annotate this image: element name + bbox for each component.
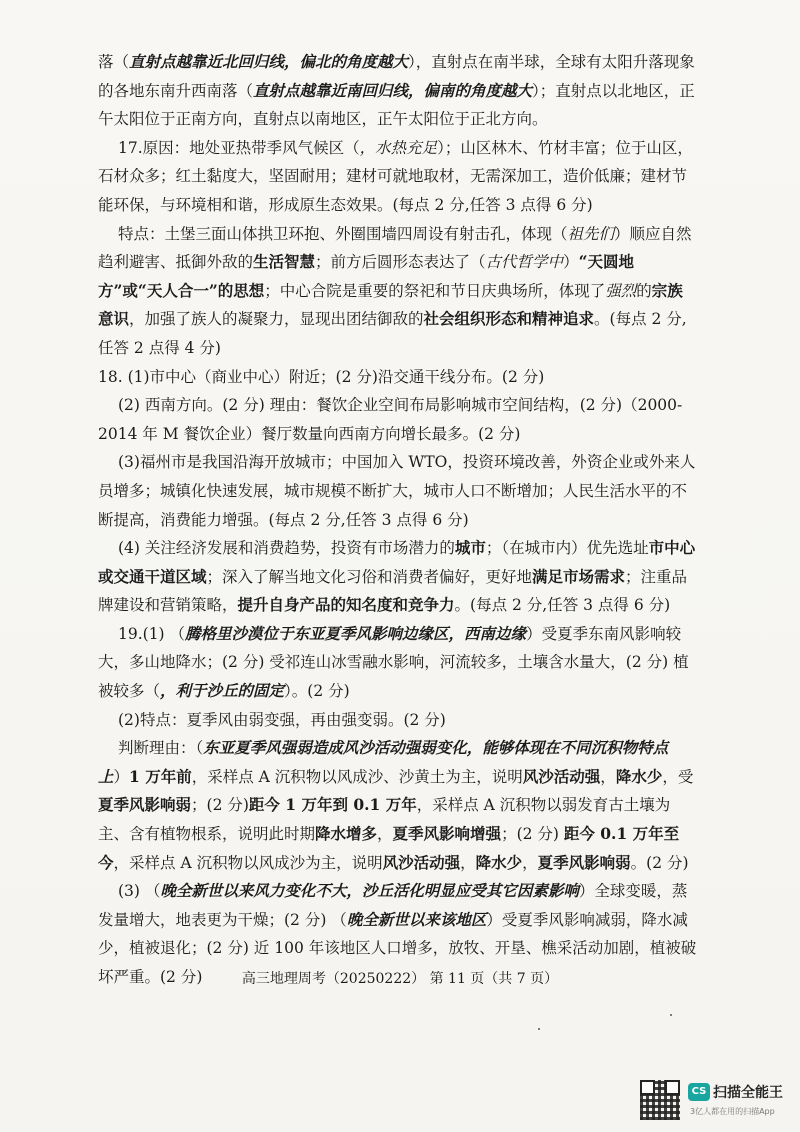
text-run: ， [460,853,476,872]
text-run: ，水热充足 [359,138,438,157]
answer-paragraph [98,48,698,134]
text-run: 距今 1 万年到 0.1 万年 [248,795,417,815]
text-run: 祖先们 [567,224,615,243]
text-run: “天圆地方”或“天人合一”的思想 [98,252,634,300]
text-run: ， [377,825,393,844]
text-run: ）。(2 分) [284,682,350,701]
text-run: 满足市场需求 [532,566,626,586]
text-run: ， [522,853,538,872]
text-run: 判断理由：（ [118,739,204,758]
text-run: (2)特点：夏季风由弱变强，再由强变弱。(2 分) [118,710,446,729]
answer-text-body [98,48,698,992]
text-run: ；深入了解当地文化习俗和消费者偏好，更好地 [206,567,533,586]
text-run: ）受夏季风影响减弱，降水减少，植被退化；(2 分) 近 100 年该地区人口增多，放牧、开垦、樵采活动加剧，植被破坏严重。(2 分) [98,910,697,986]
text-run: (2) 西南方向。(2 分) 理由：餐饮企业空间布局影响城市空间结构，(2 分)（2000-2014 年 M 餐饮企业）餐厅数量向西南方向增长最多。(2 分) [98,396,683,443]
text-run: 直射点越靠近南回归线，偏南的角度越大 [253,80,533,100]
text-run: ，加强了族人的凝聚力，显现出团结御敌的 [129,310,424,329]
text-run: ） [563,253,579,272]
answer-paragraph [98,363,698,392]
text-run: ，采样点 A 沉积物以弱发育古土壤为主、含有植物根系，说明此时期 [98,796,671,844]
text-run: 降水增多 [315,824,378,844]
text-run: 17.原因：地处亚热带季风气候区（ [118,138,360,157]
text-run: 宗族意识 [98,280,683,329]
answer-paragraph [98,134,698,220]
text-run: 。(每点 2 分,任答 2 点得 4 分) [98,310,687,357]
scan-speck [538,1028,540,1030]
text-run: 降水少 [475,852,523,872]
text-run: 风沙活动强 [522,766,601,786]
text-run: (4) 关注经济发展和消费趋势，投资有市场潜力的 [118,539,455,558]
answer-paragraph [98,448,698,534]
text-run: ；注重品牌建设和营销策略， [98,567,688,615]
scanner-app-tagline: 3亿人都在用的扫描App [690,1107,775,1116]
text-run: 风沙活动强 [382,852,461,872]
text-run: 东亚夏季风强弱造成风沙活动强弱变化，能够体现在不同沉积物特点上 [98,738,669,786]
text-run: 18. (1)市中心（商业中心）附近；(2 分)沿交通干线分布。(2 分) [98,367,545,386]
text-run: 落（ [98,53,130,71]
text-run: ） [113,767,130,786]
text-run: ）顺应自然趋利避害、抵御外敌的 [98,224,692,272]
text-run: 生活智慧 [253,252,316,272]
text-run: ）；山区林木、竹材丰富；位于山区，石材众多；红土黏度大，坚固耐用；建材可就地取材，无需深加工，造价低廉；建材节能环保，与环境相和谐，形成原生态效果。(每点 2 分,任答 3 点得 6 分) [98,138,693,214]
text-run: 夏季风影响增强 [392,824,502,844]
answer-paragraph [98,391,698,448]
text-run: 降水少 [615,766,663,786]
text-run: ；(2 分) [191,796,249,815]
text-run: 社会组织形态和精神追求 [423,309,595,329]
text-run: (3) （ [118,882,161,901]
answer-paragraph [98,706,698,735]
page-footer: 高三地理周考（20250222） 第 11 页（共 7 页） [241,971,559,987]
text-run: 提升自身产品的知名度和竞争力 [237,595,455,615]
text-run: 19.(1) （ [118,624,186,643]
text-run: ，利于沙丘的固定 [160,681,285,701]
camscanner-logo-icon: CS [688,1083,710,1101]
text-run: 夏季风影响弱 [98,795,192,815]
text-run: 距今 0.1 万年至今 [98,824,680,872]
scan-speck [670,1014,672,1016]
text-run: 强烈 [605,281,637,300]
text-run: 市中心或交通干道区域 [98,538,696,586]
text-run: ；（在城市内）优先选址 [485,539,649,558]
qr-code-icon [640,1080,680,1120]
text-run: ）受夏季东南风影响较大，多山地降水；(2 分) 受祁连山冰雪融水影响，河流较多，土壤含水量大，(2 分) 植被较多（ [98,624,689,701]
text-run: 晚全新世以来该地区 [346,909,487,929]
scanner-app-name: 扫描全能王 [713,1085,783,1101]
text-run: ， [600,767,616,786]
text-run: (3)福州市是我国沿海开放城市；中国加入 WTO，投资环境改善，外资企业或外来人员增多；城镇化快速发展，城市规模不断扩大，城市人口不断增加；人民生活水平的不断提高，消费能力增强。(每点 2 分,任答 3 点得 6 分) [98,453,696,529]
text-run: ），直射点在南半球，全球有太阳升落现象的各地东南升西南落（ [98,53,695,100]
text-run: ）；直射点以北地区，正午太阳位于正南方向，直射点以南地区，正午太阳位于正北方向。 [98,81,695,129]
text-run: 晚全新世以来风力变化不大，沙丘活化明显应受其它因素影响 [160,881,579,901]
text-run: 夏季风影响弱 [537,852,631,872]
text-run: 腾格里沙漠位于东亚夏季风影响边缘区，西南边缘 [185,623,527,643]
text-run: ；前方后圆形态表达了（ [315,253,486,272]
answer-paragraph [98,220,698,363]
text-run: ）全球变暖，蒸发量增大，地表更为干燥；(2 分) （ [98,882,688,929]
text-run: 。(2 分) [630,853,689,872]
text-run: ，采样点 A 沉积物以风成沙、沙黄土为主，说明 [191,767,523,786]
text-run: ，受 [662,767,694,786]
answer-paragraph [98,534,698,620]
answer-paragraph [98,620,698,706]
text-run: 直射点越靠近北回归线，偏北的角度越大 [129,52,409,71]
text-run: 古代哲学中 [485,253,564,272]
text-run: ；中心合院是重要的祭祀和节日庆典场所，体现了 [264,281,606,300]
text-run: 的 [636,281,652,300]
text-run: 1 万年前 [129,766,192,786]
text-run: ，采样点 A 沉积物以风成沙为主，说明 [113,853,383,872]
text-run: 城市 [454,538,486,558]
text-run: 。(每点 2 分,任答 3 点得 6 分) [454,596,671,615]
text-run: 特点：土堡三面山体拱卫环抱、外圈围墙四周设有射击孔，体现（ [118,224,568,243]
answer-paragraph [98,734,698,877]
text-run: ；(2 分) [501,825,564,844]
